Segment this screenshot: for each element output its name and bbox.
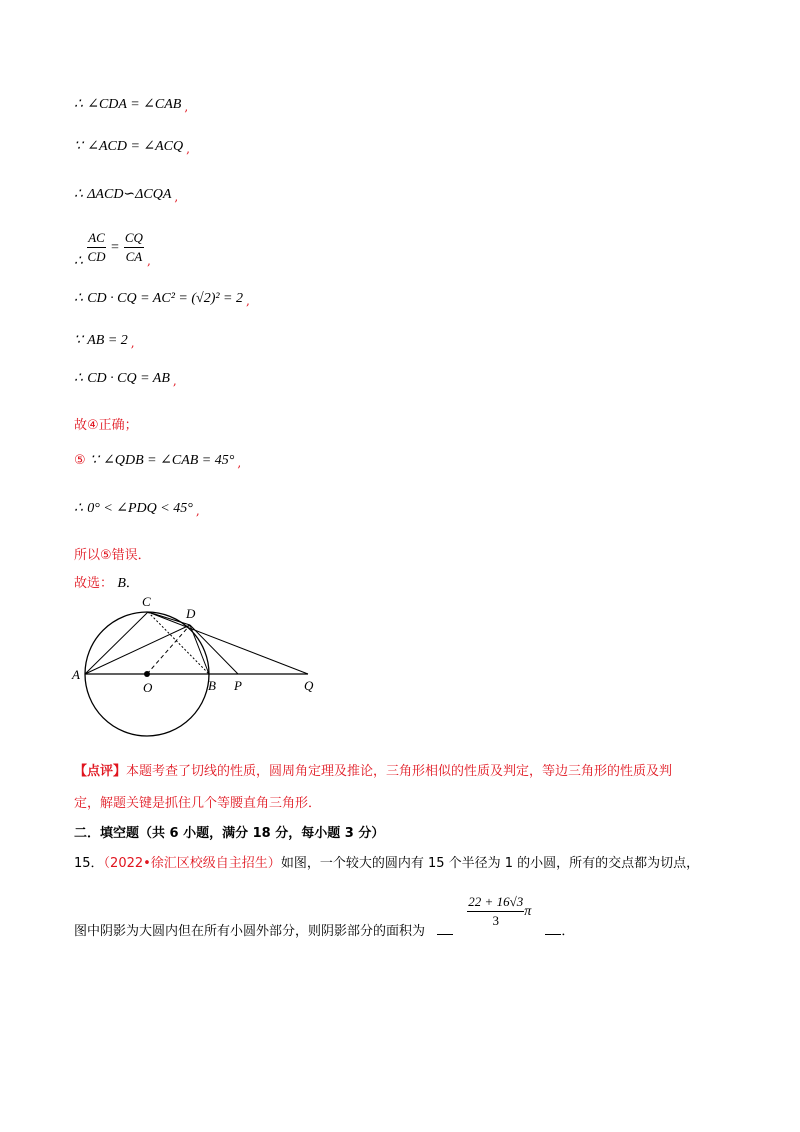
fraction-denominator: CD — [87, 249, 106, 264]
question-number: 15． — [74, 856, 104, 871]
question-text-1: 如图，一个较大的圆内有 15 个半径为 1 的小圆，所有的交点都为切点， — [280, 856, 700, 871]
step-5 — [74, 290, 250, 308]
step-6 — [74, 332, 135, 350]
step-5-prefix: ∴ — [74, 291, 83, 306]
question-text-2: 图中阴影为大圆内但在所有小圆外部分，则阴影部分的面积为 — [74, 924, 426, 939]
step-7-comma: , — [172, 374, 177, 388]
label-c: C — [142, 594, 151, 609]
step-4-prefix: ∴ — [74, 254, 83, 269]
step-6-expr: AB = 2 — [87, 333, 128, 348]
center-point-o — [144, 671, 150, 677]
circled-five-marker: ⑤ — [74, 453, 86, 468]
line-cq — [148, 612, 308, 674]
step-7 — [74, 370, 177, 388]
step-9 — [74, 500, 200, 518]
step-3 — [74, 186, 178, 204]
step-8 — [74, 452, 241, 470]
question-source: （2022•徐汇区校级自主招生） — [103, 856, 281, 871]
label-q: Q — [304, 678, 314, 693]
step-9-prefix: ∴ — [74, 501, 83, 516]
label-p: P — [234, 678, 242, 693]
label-o: O — [143, 680, 153, 695]
answer-denominator: 3 — [492, 913, 499, 928]
step-4-comma: , — [146, 254, 151, 268]
line-dp — [190, 625, 238, 674]
label-d: D — [186, 606, 196, 621]
conclusion-5: 所以⑤错误． — [74, 548, 151, 563]
answer-blank-left — [437, 922, 453, 935]
comment-tag: 【点评】 — [74, 764, 127, 779]
label-a: A — [72, 667, 80, 682]
fraction-cq-ca — [124, 230, 144, 265]
step-7-prefix: ∴ — [74, 371, 83, 386]
step-9-comma: , — [195, 504, 200, 518]
step-5-expr: CD · CQ = AC² = (√2)² = 2 — [87, 291, 243, 306]
step-1-expr: ∠CDA = ∠CAB — [87, 97, 182, 112]
step-3-expr: ΔACD∽ΔCQA — [87, 187, 172, 202]
question-end: ． — [561, 924, 575, 939]
conclusion-4: 故④正确； — [74, 418, 138, 433]
fraction-numerator: CQ — [124, 230, 144, 248]
geometry-figure — [60, 592, 330, 742]
fraction-ac-cd — [87, 230, 106, 265]
step-6-comma: , — [130, 336, 135, 350]
section-header: 二．填空题（共 6 小题，满分 18 分，每小题 3 分） — [74, 826, 385, 841]
answer-label: 故选： — [74, 576, 114, 591]
line-ac — [85, 612, 148, 674]
fraction-numerator: AC — [87, 230, 106, 248]
answer-fraction — [467, 894, 524, 929]
step-1-prefix: ∴ — [74, 97, 83, 112]
step-4-equals: = — [110, 240, 120, 255]
question-15-line-1 — [74, 852, 699, 871]
fraction-denominator: CA — [125, 249, 143, 264]
answer-blank-right — [545, 922, 561, 935]
step-5-comma: , — [246, 294, 250, 308]
step-2-prefix: ∵ — [74, 139, 83, 154]
answer-pi: π — [524, 904, 532, 919]
answer-line — [74, 572, 139, 592]
step-7-expr: CD · CQ = AB — [87, 371, 170, 386]
step-6-prefix: ∵ — [74, 333, 83, 348]
step-2-expr: ∠ACD = ∠ACQ — [87, 139, 184, 154]
step-2 — [74, 138, 190, 156]
answer-end: ． — [125, 576, 139, 591]
step-1-comma: , — [184, 100, 189, 114]
answer-numerator: 22 + 16√3 — [467, 894, 524, 912]
question-15-line-2 — [74, 894, 574, 939]
step-8-prefix: ∵ — [89, 453, 99, 468]
step-9-expr: 0° < ∠PDQ < 45° — [87, 501, 193, 516]
step-8-expr: ∠QDB = ∠CAB = 45° — [103, 453, 235, 468]
step-1 — [74, 96, 188, 114]
answer-value: B — [117, 576, 126, 591]
comment-line-2: 定，解题关键是抓住几个等腰直角三角形． — [74, 796, 322, 811]
comment-line-1 — [74, 760, 672, 779]
step-2-comma: , — [186, 142, 190, 156]
step-8-comma: , — [237, 456, 242, 470]
step-3-prefix: ∴ — [74, 187, 83, 202]
step-3-comma: , — [174, 190, 179, 204]
comment-text-1: 本题考查了切线的性质，圆周角定理及推论，三角形相似的性质及判定，等边三角形的性质及判 — [126, 764, 673, 779]
step-4 — [74, 230, 151, 270]
label-b: B — [208, 678, 216, 693]
